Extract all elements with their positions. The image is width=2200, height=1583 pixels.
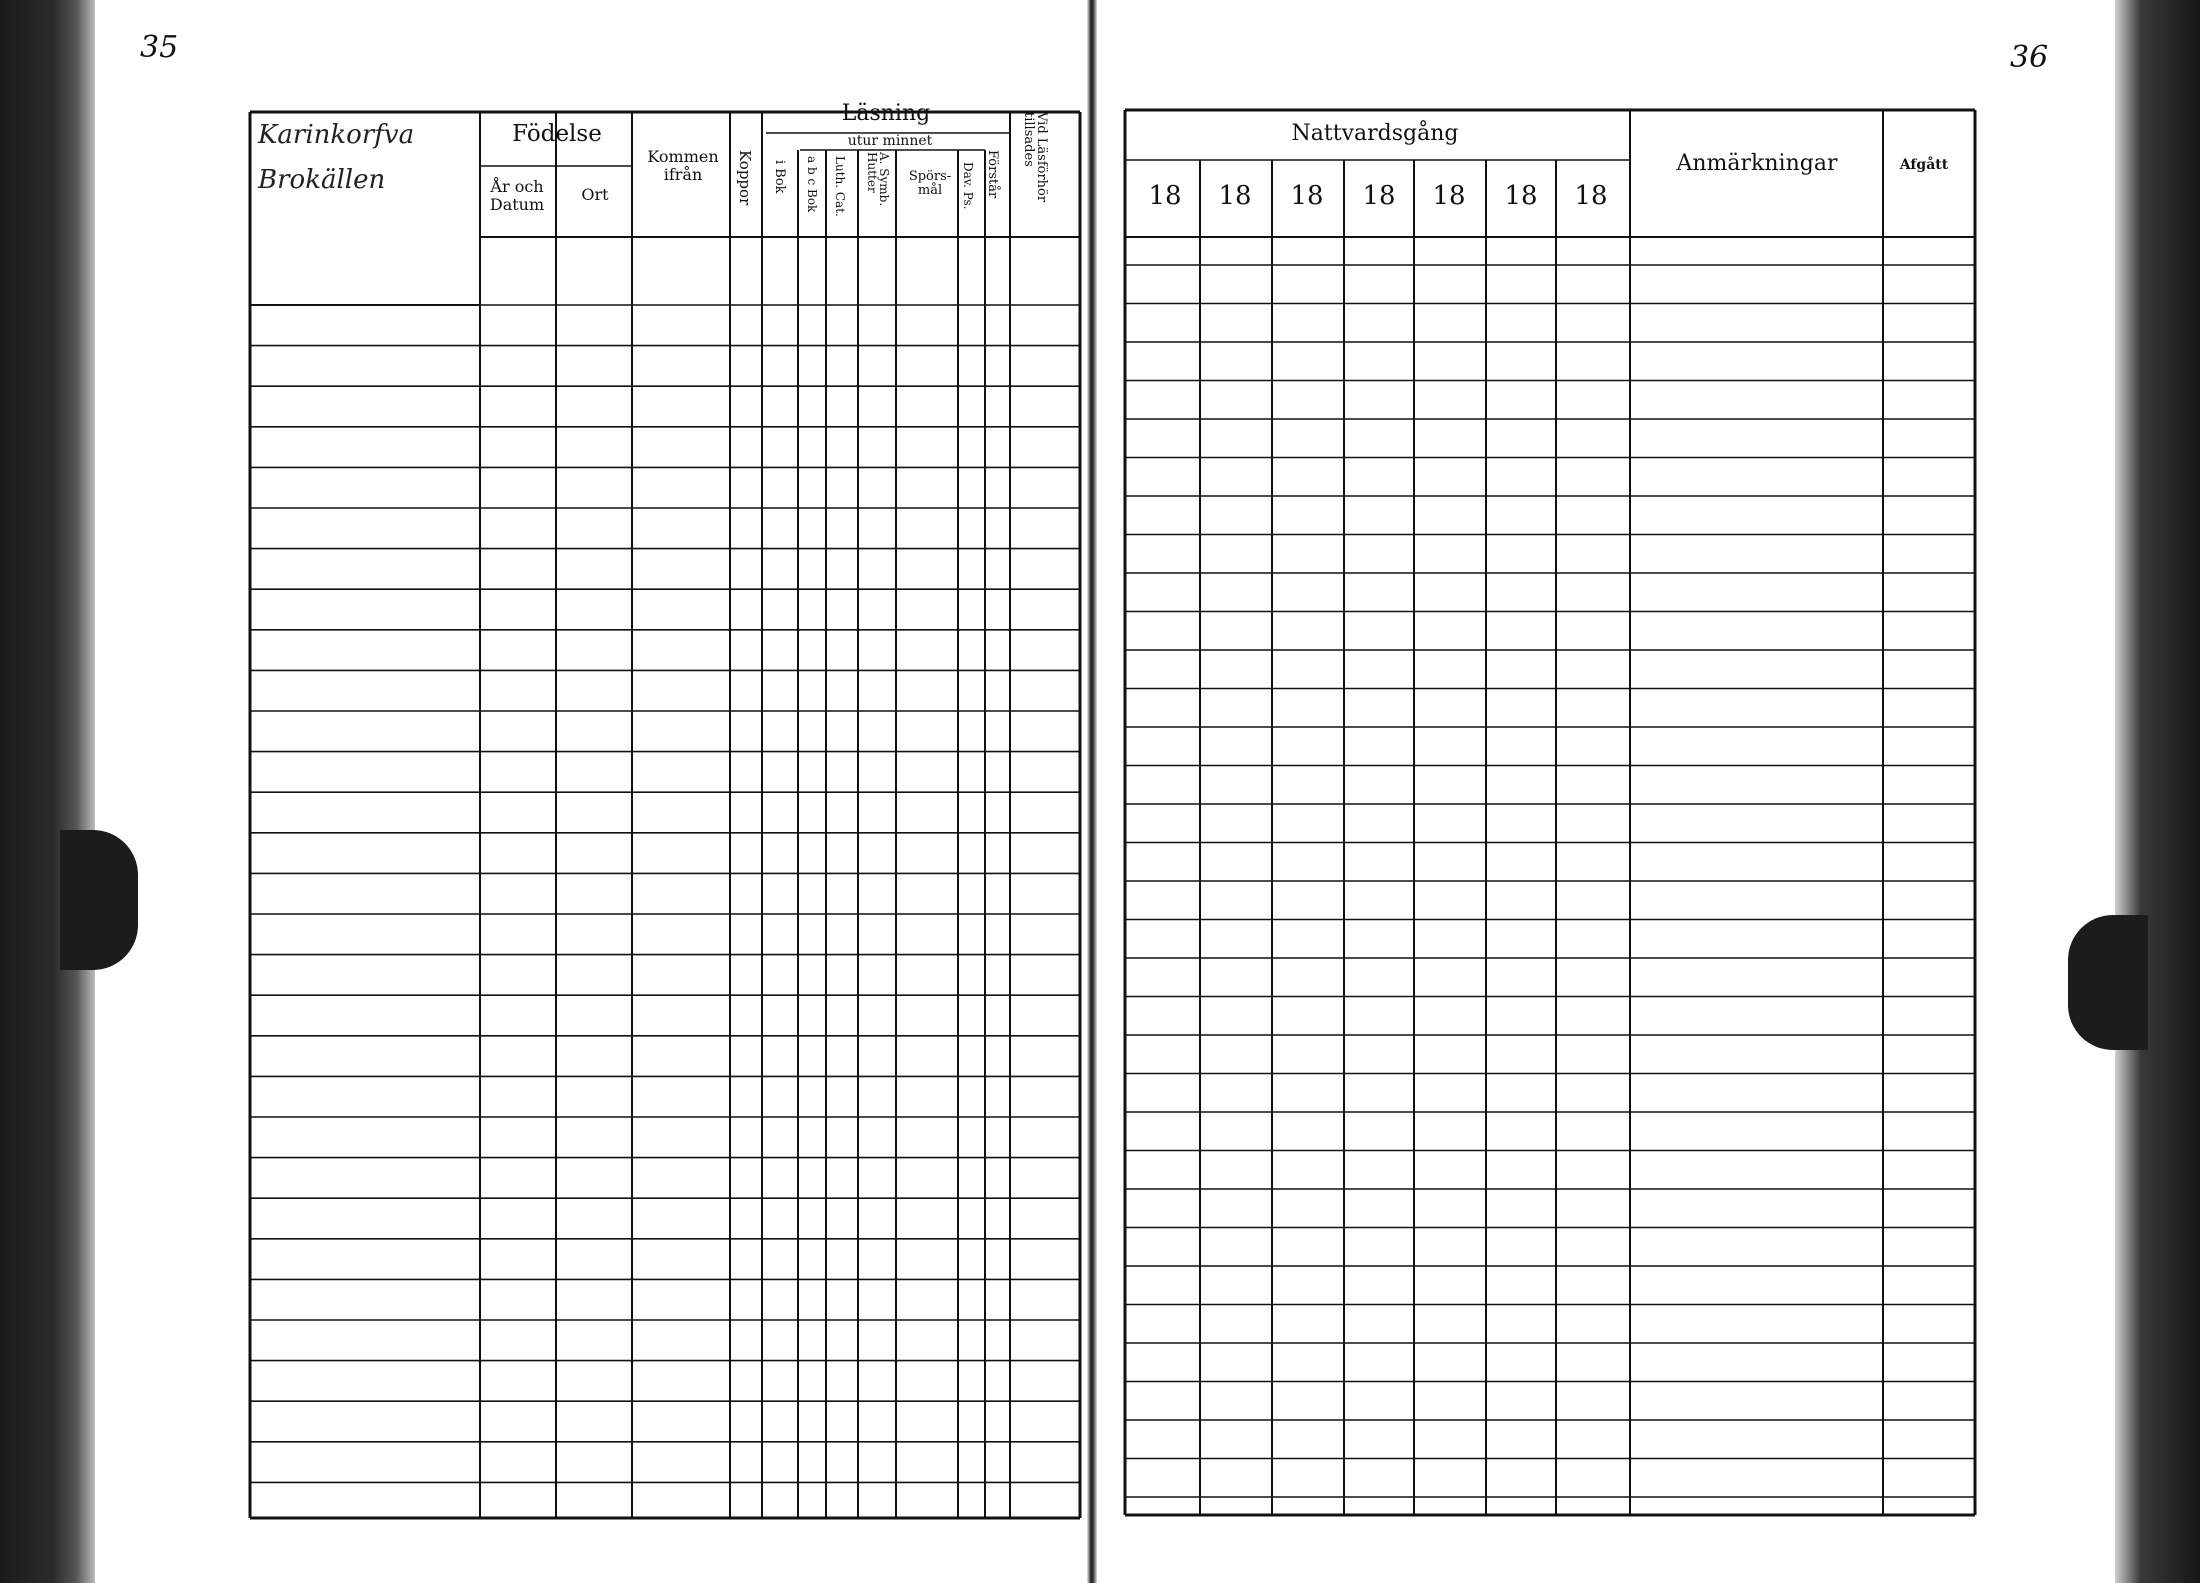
left-page-grid (250, 112, 1080, 1518)
year-prefix-4: 18 (1362, 181, 1396, 211)
page-number-right: 36 (2010, 40, 2049, 75)
header-ar-och-datum: År och Datum (489, 177, 545, 214)
header-sporsmal: Spörs-mål (908, 169, 952, 199)
header-anmarkningar: Anmärkningar (1676, 151, 1838, 176)
header-nattvardsgang: Nattvardsgång (1291, 121, 1459, 146)
header-koppor: Koppor (736, 150, 754, 206)
year-prefix-7: 18 (1574, 181, 1608, 211)
header-utur-minnet: utur minnet (847, 133, 933, 149)
header-vid-lasforhor: Vid Läsförhör tillsades (1021, 112, 1049, 203)
year-prefix-2: 18 (1218, 181, 1252, 211)
header-fodelse: Födelse (512, 121, 602, 147)
header-a-symb: A. Symb. Hutter (865, 152, 891, 207)
handwritten-note-line1: Karinkorfva (258, 120, 415, 150)
header-abc-bok: a b c Bok (805, 156, 819, 213)
page-number-left: 35 (140, 30, 179, 65)
header-luth-cat: Luth. Cat. (833, 156, 847, 217)
header-forstar: Förstår (985, 150, 1000, 199)
header-i-bok: i Bok (772, 160, 787, 194)
header-lasning: Läsning (841, 101, 931, 126)
year-prefix-1: 18 (1148, 181, 1182, 211)
header-kommen-ifran: Kommen ifrån (647, 147, 719, 184)
year-prefix-5: 18 (1432, 181, 1466, 211)
year-prefix-6: 18 (1504, 181, 1538, 211)
header-dav-ps: Dav. Ps. (961, 162, 975, 210)
right-page-grid (1125, 110, 1975, 1515)
header-afgatt: Afgått (1899, 157, 1949, 173)
year-prefix-3: 18 (1290, 181, 1324, 211)
header-ort: Ort (581, 185, 609, 204)
handwritten-note-line2: Brokällen (258, 165, 386, 195)
